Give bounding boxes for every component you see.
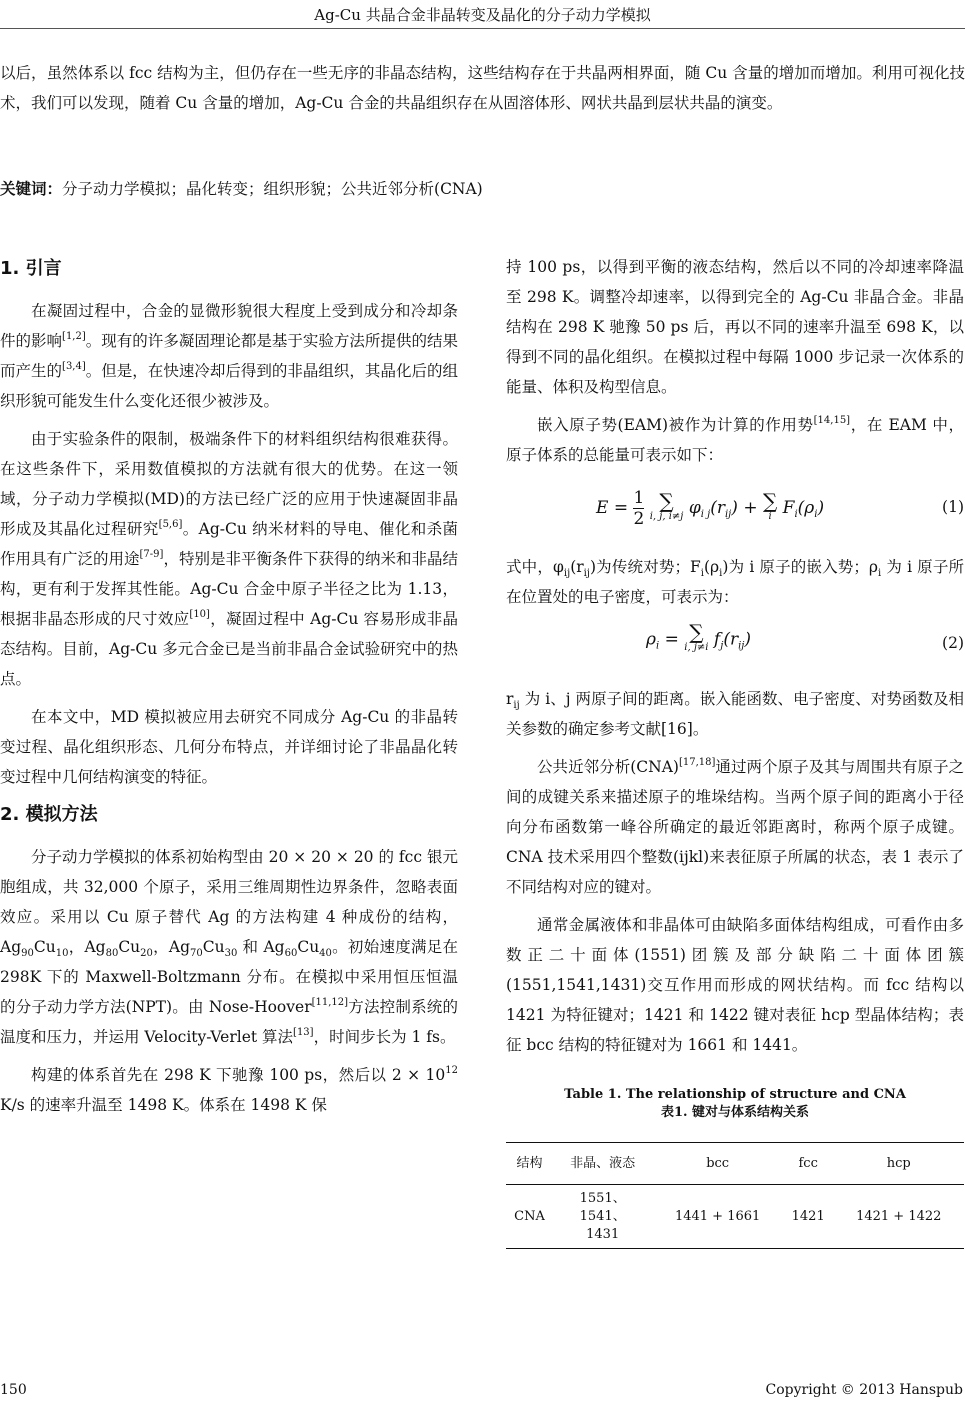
- paragraph: [506, 752, 964, 902]
- text-run: K/s 的速率升温至 1498 K。体系在 1498 K 保: [0, 1096, 327, 1114]
- text-run: )为 i 原子的嵌入势；ρ: [722, 558, 879, 576]
- table-cell: 1551、 1541、 1431: [553, 1185, 652, 1249]
- subscript: i: [878, 568, 882, 579]
- cna-table: [506, 1142, 964, 1249]
- table-caption-zh: 表1. 键对与体系结构关系: [660, 1105, 810, 1120]
- text-run: 为 i 原子所在位置处的电子密度，可表示为：: [506, 558, 965, 606]
- table-header: fcc: [783, 1143, 834, 1185]
- text-run: 。初始速度满足在 298K 下的 Maxwell-Boltzmann 分布。在模拟中采用恒压恒温的分子动力学方法(NPT)。由 Nose-Hoover: [0, 938, 458, 1016]
- section-heading-method: 2. 模拟方法: [0, 804, 98, 825]
- paragraph: [0, 842, 458, 1052]
- right-column: [506, 252, 964, 1249]
- table-caption-en: Table 1. The relationship of structure and CNA: [564, 1087, 906, 1102]
- text-run: Cu: [33, 938, 56, 956]
- text-run: ，时间步长为 1 fs。: [313, 1028, 456, 1046]
- text-run: (ρ: [704, 558, 720, 576]
- text-run: ，Ag: [152, 938, 191, 956]
- text-run: Cu: [118, 938, 141, 956]
- text-run: (r: [570, 558, 584, 576]
- table-header: 结构: [506, 1143, 553, 1185]
- paragraph: [0, 424, 458, 694]
- subscript: 40: [319, 948, 332, 959]
- table-header: bcc: [652, 1143, 782, 1185]
- equation-number: (2): [942, 634, 964, 652]
- paragraph: [0, 1060, 458, 1120]
- sum-symbol: ∑ i, j, i≠j: [649, 488, 684, 522]
- subscript: 70: [190, 948, 203, 959]
- left-column: [0, 252, 458, 1128]
- superscript: [5,6]: [158, 519, 183, 530]
- text-run: ，特别是非平衡条件下获得的纳米和非晶结构，更有利于发挥其性能。Ag-Cu 合金中原子半径之比为 1.13，根据非晶态形成的尺寸效应: [0, 550, 458, 628]
- text-run: ，在 EAM 中，原子体系的总能量可表示如下：: [506, 416, 964, 464]
- superscript: [3,4]: [62, 361, 86, 372]
- text-run: 通过两个原子及其与周围共有原子之间的成键关系来描述原子的堆垛结构。当两个原子间的距离小于径向分布函数第一峰谷所确定的最近邻距离时，称两个原子成键。CNA 技术采用四个整数(ijkl)来表征原子所属的状态，表 1 表示了不同结构对应的键对。: [506, 758, 964, 896]
- text-run: 式中，φ: [506, 558, 564, 576]
- superscript: [11,12]: [311, 997, 349, 1008]
- subscript: 10: [55, 948, 69, 959]
- sum-symbol: ∑ i, j≠i: [684, 620, 709, 653]
- subscript: 30: [224, 948, 238, 959]
- text-run: Cu: [297, 938, 320, 956]
- superscript: [14,15]: [813, 415, 851, 426]
- table-header: hcp: [833, 1143, 964, 1185]
- table-caption: [506, 1086, 964, 1122]
- table-cell: 1421: [783, 1185, 834, 1249]
- superscript: [10]: [189, 609, 210, 620]
- running-header: Ag-Cu 共晶合金非晶转变及晶化的分子动力学模拟: [314, 6, 651, 24]
- text-run: ，Ag: [68, 938, 106, 956]
- sum-symbol: ∑ i: [762, 488, 778, 522]
- table-cell: CNA: [506, 1185, 553, 1249]
- paragraph: [0, 702, 458, 792]
- paragraph: [506, 910, 964, 1060]
- table-cell: 1421 + 1422: [833, 1185, 964, 1249]
- paragraph: [506, 252, 964, 402]
- header-divider: [0, 28, 965, 29]
- text-run: )为传统对势；F: [589, 558, 701, 576]
- equation-2: $\rho_i$ = ∑ i, j≠i $f_j(r_{ij})$ (2): [506, 620, 964, 680]
- subscript: ij: [563, 568, 571, 579]
- section-heading-intro: 1. 引言: [0, 258, 62, 279]
- page-footer: [0, 1382, 965, 1398]
- keywords: [0, 174, 965, 204]
- subscript: i: [719, 568, 723, 579]
- superscript: [1,2]: [62, 331, 86, 342]
- subscript: ij: [583, 568, 590, 579]
- text-run: 。但是，在快速冷却后得到的非晶组织，其晶化后的组织形貌可能发生什么变化还很少被涉及。: [0, 362, 458, 410]
- equation-1: E = $\frac{1}{2}$ ∑ i, j, i≠j $\varphi_{i j}(r_{ij})$ + ∑ i $F_i(\rho_i)$ (1): [596, 488, 964, 529]
- subscript: 90: [21, 948, 34, 959]
- table-cell: 1441 + 1661: [652, 1185, 782, 1249]
- subscript: 20: [140, 948, 153, 959]
- text-run: 为 i、j 两原子间的距离。嵌入能函数、电子密度、对势函数及相关参数的确定参考文献[16]。: [506, 690, 964, 738]
- superscript: [7-9]: [139, 549, 164, 560]
- text-run: 通常金属液体和非晶体可由缺陷多面体结构组成，可看作由多数正二十面体(1551)团簇及部分缺陷二十面体团簇(1551,1541,1431)交互作用而形成的网状结构。而 fcc 结构以 1421 为特征键对；1421 和 1422 键对表征 hcp 型晶体结构；表征 bcc 结构的特征键对为 1661 和 1441。: [506, 916, 964, 1054]
- paragraph: [506, 410, 964, 470]
- table-header: 非晶、液态: [553, 1143, 652, 1185]
- keywords-text: 分子动力学模拟；晶化转变；组织形貌；公共近邻分析(CNA): [62, 180, 483, 198]
- text-run: 在凝固过程中，合金的显微形貌很大程度上受到成分和冷却条件的影响: [0, 302, 458, 350]
- text-run: 和 Ag: [237, 938, 285, 956]
- text-run: 由于实验条件的限制，极端条件下的材料组织结构很难获得。在这些条件下，采用数值模拟的方法就有很大的优势。在这一领域，分子动力学模拟(MD)的方法已经广泛的应用于快速凝固非晶形成及其晶化过程研究: [0, 430, 458, 538]
- subscript: 80: [105, 948, 119, 959]
- text-run: 嵌入原子势(EAM)被作为计算的作用势: [537, 416, 814, 434]
- text-run: r: [506, 690, 514, 708]
- superscript: [13]: [293, 1027, 314, 1038]
- text-run: 。Ag-Cu 纳米材料的导电、催化和杀菌作用具有广泛的用途: [0, 520, 458, 568]
- keywords-label: 关键词：: [0, 180, 63, 198]
- copyright: Copyright © 2013 Hanspub: [765, 1382, 963, 1398]
- superscript: [17,18]: [678, 757, 716, 768]
- paragraph: [506, 684, 964, 744]
- text-run: 。现有的许多凝固理论都是基于实验方法所提供的结果而产生的: [0, 332, 458, 380]
- abstract-tail: [0, 58, 965, 118]
- equation-number: (1): [942, 498, 964, 516]
- subscript: ij: [513, 700, 520, 711]
- page-number: 150: [0, 1382, 27, 1398]
- text-run: 公共近邻分析(CNA): [537, 758, 679, 776]
- paragraph: [0, 296, 458, 416]
- eq-term: E =: [596, 498, 629, 518]
- text-run: 分子动力学模拟的体系初始构型由 20 × 20 × 20 的 fcc 银元胞组成，共 32,000 个原子，采用三维周期性边界条件，忽略表面效应。采用以 Cu 原子替代 Ag 的方法构建 4 种成份的结构，Ag: [0, 848, 458, 956]
- subscript: 60: [284, 948, 298, 959]
- text-run: 持 100 ps，以得到平衡的液态结构，然后以不同的冷却速率降温至 298 K。调整冷却速率，以得到完全的 Ag-Cu 非晶合金。非晶结构在 298 K 驰豫 50 ps 后，再以不同的速率升温至 698 K，以得到不同的晶化组织。在模拟过程中每隔 1000 步记录一次体系的能量、体积及构型信息。: [506, 258, 964, 396]
- table-header-row: [506, 1143, 964, 1185]
- fraction: $\frac{1}{2}$: [633, 488, 645, 529]
- text-run: 以后，虽然体系以 fcc 结构为主，但仍存在一些无序的非晶态结构，这些结构存在于共晶两相界面，随 Cu 含量的增加而增加。利用可视化技术，我们可以发现，随着 Cu 含量的增加，Ag-Cu 合金的共晶组织存在从固溶体形、网状共晶到层状共晶的演变。: [0, 64, 965, 112]
- text-run: 构建的体系首先在 298 K 下驰豫 100 ps，然后以 2 × 10: [31, 1066, 446, 1084]
- table-row: [506, 1185, 964, 1249]
- superscript: 12: [445, 1065, 458, 1076]
- paragraph: [506, 552, 964, 612]
- text-run: 方法控制系统的温度和压力，并运用 Velocity-Verlet 算法: [0, 998, 458, 1046]
- text-run: 在本文中，MD 模拟被应用去研究不同成分 Ag-Cu 的非晶转变过程、晶化组织形态、几何分布特点，并详细讨论了非晶晶化转变过程中几何结构演变的特征。: [0, 708, 458, 786]
- text-run: Cu: [202, 938, 225, 956]
- text-run: ，凝固过程中 Ag-Cu 容易形成非晶态结构。目前，Ag-Cu 多元合金已是当前非晶合金试验研究中的热点。: [0, 610, 458, 688]
- subscript: i: [700, 568, 704, 579]
